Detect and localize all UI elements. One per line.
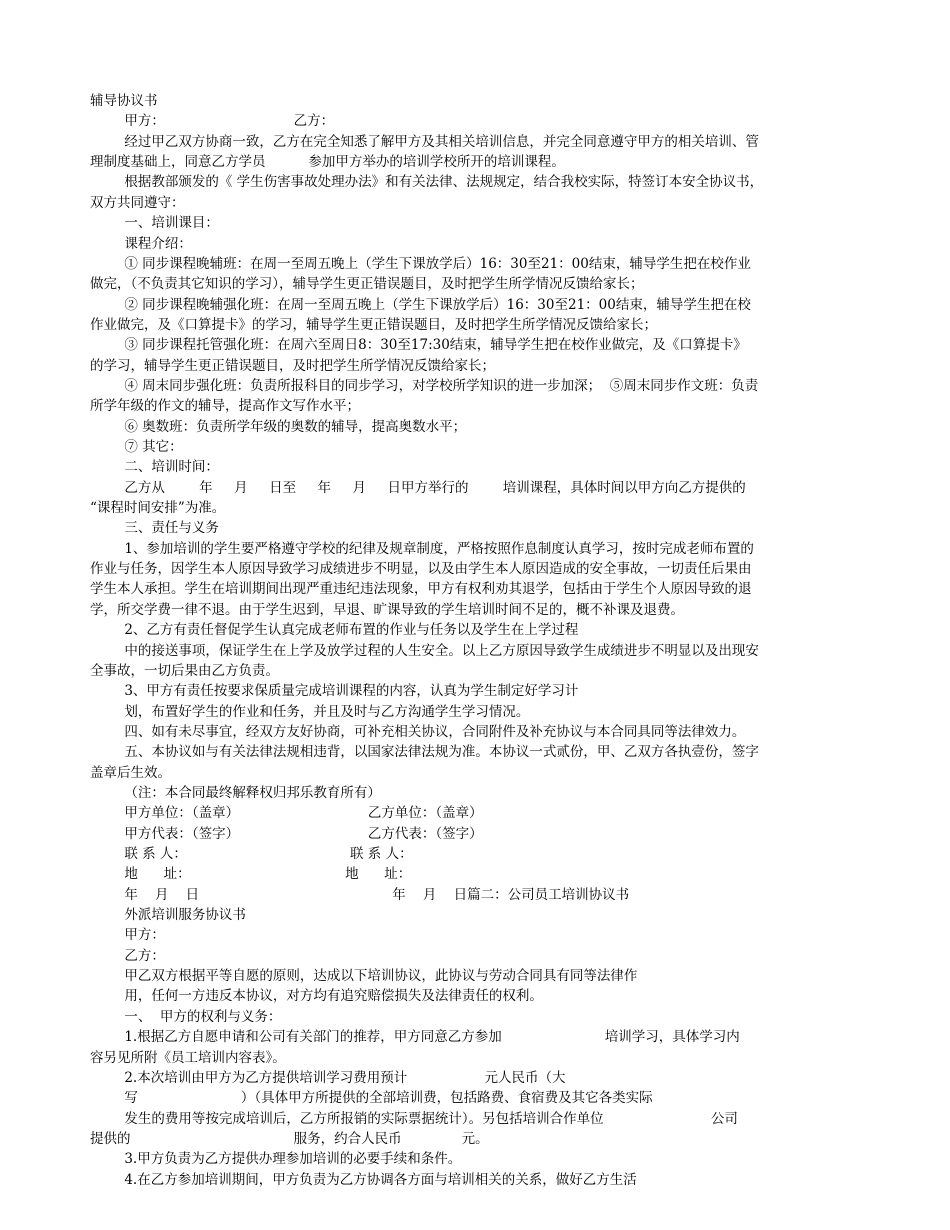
text-line: 甲方：: [90, 927, 165, 944]
text-line: 中的接送事项，保证学生在上学及放学过程的人生安全。以上乙方原因导致学生成绩进步不明显以及出现安: [90, 642, 759, 659]
text-line: 的学习，辅导学生更正错误题目，及时把学生所学情况反馈给家长；: [90, 357, 495, 374]
text-line: 3.甲方负责为乙方提供办理参加培训的必要手续和条件。: [90, 1151, 462, 1168]
text-line: 一、 甲方的权利与义务：: [90, 1008, 282, 1025]
text-line: “课程时间安排”为准。: [90, 500, 226, 516]
text-line: 容另见所附《员工培训内容表》。: [90, 1049, 286, 1066]
text-line: 甲方： 乙方：: [90, 113, 335, 130]
text-line: 五、本协议如与有关法律法规相违背，以国家法律法规为准。本协议一式贰份，甲、乙双方各执壹份，签字: [90, 744, 759, 761]
text-line: 外派培训服务协议书: [90, 907, 246, 923]
text-line: 全事故，一切后果由乙方负责。: [90, 662, 279, 679]
text-line: 作业与任务，因学生本人原因导致学习成绩进步不明显，以及由学生本人原因造成的安全事故，一切责任后果由: [90, 561, 752, 577]
text-line: ② 同步课程晚辅强化班：在周一至周五晚上（学生下课放学后）16：30至21：00结束，辅导学生把在校: [90, 296, 751, 313]
text-line: 2、乙方有责任督促学生认真完成老师布置的作业与任务以及学生在上学过程: [90, 622, 579, 639]
text-line: 做完，（不负责其它知识的学习），辅导学生更正错误题目，及时把学生所学情况反馈给家长；: [90, 276, 644, 293]
text-line: 根据教部颁发的《 学生伤害事故处理办法》和有关法律、法规规定，结合我校实际，特签订本安全协议书，: [90, 174, 764, 191]
text-line: 辅导协议书: [90, 93, 158, 109]
text-line: 联 系 人： 联 系 人：: [90, 846, 413, 862]
text-line: 年 月 日 年 月 日篇二：公司员工培训协议书: [90, 886, 630, 903]
text-line: 经过甲乙双方协商一致，乙方在完全知悉了解甲方及其相关培训信息，并完全同意遵守甲方的相关培训、管: [90, 133, 759, 150]
text-line: 3、甲方有责任按要求保质量完成培训课程的内容，认真为学生制定好学习计: [90, 683, 579, 700]
text-line: 划，布置好学生的作业和任务，并且及时与乙方沟通学生学习情况。: [90, 703, 530, 720]
text-line: 4.在乙方参加培训期间，甲方负责为乙方协调各方面与培训相关的关系，做好乙方生活: [90, 1171, 637, 1188]
text-line: 乙方从 年 月 日至 年 月 日甲方举行的 培训课程，具体时间以甲方向乙方提供的: [90, 479, 746, 496]
text-line: ④ 周末同步强化班：负责所报科目的同步学习，对学校所学知识的进一步加深； ⑤周末同步作文班：负责: [90, 377, 759, 394]
text-line: ⑥ 奥数班：负责所学年级的奥数的辅导，提高奥数水平；: [90, 418, 467, 435]
text-line: 三、责任与义务: [90, 520, 219, 537]
text-line: （注：本合同最终解释权归邦乐教育所有）: [90, 784, 381, 801]
text-line: 用，任何一方违反本协议，对方均有追究赔偿损失及法律责任的权利。: [90, 988, 543, 1005]
text-line: 地 址： 地 址：: [90, 866, 412, 883]
text-line: 2.本次培训由甲方为乙方提供培训学习费用预计 元人民币（大: [90, 1069, 566, 1086]
text-line: ⑦ 其它：: [90, 439, 183, 455]
text-line: 双方共同遵守：: [90, 194, 185, 211]
text-line: 二、培训时间：: [90, 459, 219, 476]
text-line: ① 同步课程晚辅班：在周一至周五晚上（学生下课放学后）16：30至21：00结束，辅导学生把在校作业: [90, 255, 751, 272]
text-line: 甲方单位：（盖章） 乙方单位：（盖章）: [90, 805, 483, 822]
text-line: 乙方：: [90, 947, 165, 964]
text-line: 1.根据乙方自愿申请和公司有关部门的推荐，甲方同意乙方参加 培训学习，具体学习内: [90, 1029, 740, 1046]
text-line: 提供的 服务，约合人民币 元。: [90, 1130, 489, 1147]
text-line: 所学年级的作文的辅导，提高作文写作水平；: [90, 398, 360, 415]
text-line: 课程介绍：: [90, 235, 192, 252]
text-line: 学，所交学费一律不退。由于学生迟到，早退、旷课导致的学生培训时间不足的，概不补课及退费。: [90, 601, 684, 618]
text-line: 作业做完，及《口算提卡》的学习，辅导学生更正错误题目，及时把学生所学情况反馈给家长；: [90, 316, 657, 333]
text-line: 写 ）（具体甲方所提供的全部培训费，包括路费、食宿费及其它各类实际: [90, 1090, 653, 1107]
text-line: 甲乙双方根据平等自愿的原则，达成以下培训协议，此协议与劳动合同具有同等法律作: [90, 968, 638, 985]
text-line: ③ 同步课程托管强化班：在周六至周日8：30至17:30结束，辅导学生把在校作业做完，及《口算提卡》: [90, 337, 747, 354]
text-line: 发生的费用等按完成培训后，乙方所报销的实际票据统计）。另包括培训合作单位 公司: [90, 1110, 738, 1127]
text-line: 学生本人承担。学生在培训期间出现严重违纪违法现象，甲方有权利劝其退学，包括由于学生个人原因导致的退: [90, 581, 752, 598]
text-line: 盖章后生效。: [90, 764, 171, 781]
text-line: 一、培训课目：: [90, 215, 219, 232]
text-line: 四、如有未尽事宜，经双方友好协商，可补充相关协议，合同附件及补充协议与本合同具同等法律效力。: [90, 723, 746, 740]
text-line: 理制度基础上，同意乙方学员 参加甲方举办的培训学校所开的培训课程。: [90, 154, 565, 171]
text-line: 甲方代表：（签字） 乙方代表：（签字）: [90, 825, 483, 842]
text-line: 1、参加培训的学生要严格遵守学校的纪律及规章制度，严格按照作息制度认真学习，按时完成老师布置的: [90, 540, 754, 557]
